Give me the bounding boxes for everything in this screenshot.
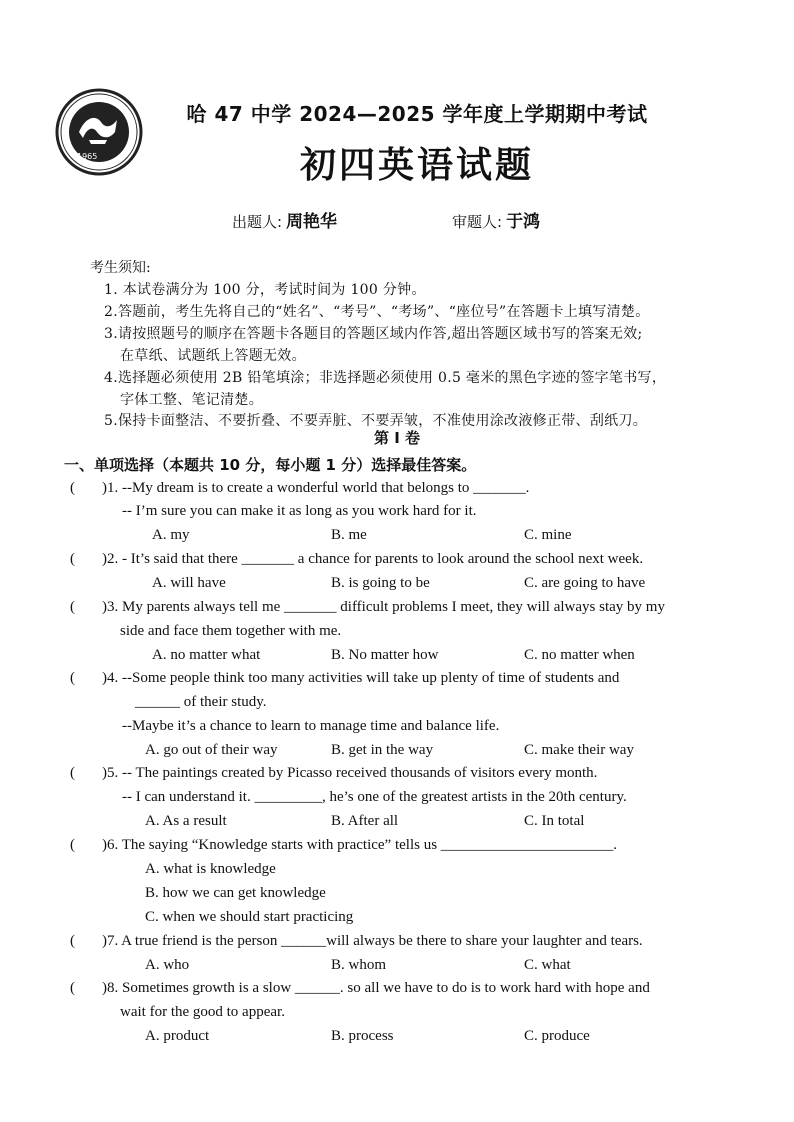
question-text: )2. - It’s said that there _______ a chance for parents to look around the school next week. [102, 551, 644, 567]
option: B. get in the way [331, 742, 434, 758]
author [232, 207, 337, 232]
notice-item: 3.请按照题号的顺序在答题卡各题目的答题区域内作答,超出答题区域书写的答案无效; [104, 326, 643, 342]
part-heading: 一、单项选择（本题共 10 分，每小题 1 分）选择最佳答案。 [64, 456, 477, 474]
question-text: --Maybe it’s a chance to learn to manage time and balance life. [122, 718, 500, 734]
question-text: ______ of their study. [135, 694, 267, 710]
question-text: -- I can understand it. _________, he’s one of the greatest artists in the 20th century. [122, 789, 627, 805]
question-text: )6. The saying “Knowledge starts with practice” tells us _______________________. [102, 837, 618, 853]
notice-item: 4.选择题必须使用 2B 铅笔填涂；非选择题必须使用 0.5 毫米的黑色字迹的签字笔书写， [104, 370, 667, 386]
answer-paren: ( [70, 837, 75, 853]
option: A. As a result [145, 813, 227, 829]
answer-paren: ( [70, 933, 75, 949]
question-text: wait for the good to appear. [120, 1004, 285, 1020]
notice-heading: 考生须知: [90, 260, 151, 276]
answer-paren: ( [70, 670, 75, 686]
option: A. who [145, 957, 190, 973]
option: A. what is knowledge [145, 861, 276, 877]
option: C. make their way [524, 742, 634, 758]
option: A. go out of their way [145, 742, 278, 758]
notice-item: 2.答题前，考生先将自己的“姓名”、“考号”、“考场”、“座位号”在答题卡上填写清楚。 [104, 304, 650, 320]
question-text: side and face them together with me. [120, 623, 342, 639]
option: A. my [152, 527, 190, 543]
option: B. After all [331, 813, 399, 829]
notice-item: 在草纸、试题纸上答题无效。 [120, 348, 306, 364]
option: C. In total [524, 813, 585, 829]
reviewer [452, 207, 540, 232]
option: C. produce [524, 1028, 590, 1044]
question-text: )4. --Some people think too many activities will take up plenty of time of students and [102, 670, 620, 686]
option: C. mine [524, 527, 572, 543]
option: B. No matter how [331, 647, 439, 663]
exam-title: 哈 47 中学 2024—2025 学年度上学期期中考试 [186, 102, 648, 126]
option: C. what [524, 957, 571, 973]
option: B. whom [331, 957, 387, 973]
question-text: )7. A true friend is the person ______will always be there to share your laughter and tears. [102, 933, 643, 949]
option: C. no matter when [524, 647, 635, 663]
logo-year: 1965 [77, 152, 98, 161]
notice-item: 字体工整、笔记清楚。 [120, 392, 263, 408]
answer-paren: ( [70, 551, 75, 567]
option: A. will have [152, 575, 226, 591]
answer-paren: ( [70, 980, 75, 996]
option: A. no matter what [152, 647, 261, 663]
section-label: 第 I 卷 [373, 429, 421, 447]
option: B. how we can get knowledge [145, 885, 326, 901]
reviewer-label: 审题人: [452, 213, 503, 231]
question-text: )8. Sometimes growth is a slow ______. so all we have to do is to work hard with hope and [102, 980, 650, 996]
option: B. me [331, 527, 367, 543]
option: A. product [145, 1028, 210, 1044]
option: B. process [331, 1028, 394, 1044]
question-text: )5. -- The paintings created by Picasso received thousands of visitors every month. [102, 765, 598, 781]
author-label: 出题人: [232, 213, 283, 231]
author-name: 周艳华 [286, 212, 338, 232]
answer-paren: ( [70, 599, 75, 615]
notice-item: 5.保持卡面整洁、不要折叠、不要弄脏、不要弄皱，不准使用涂改液修正带、刮纸刀。 [104, 413, 648, 429]
notice-item: 1. 本试卷满分为 100 分，考试时间为 100 分钟。 [104, 282, 426, 298]
question-text: )3. My parents always tell me _______ difficult problems I meet, they will always stay by my [102, 599, 665, 615]
answer-paren: ( [70, 480, 75, 496]
option: C. are going to have [524, 575, 646, 591]
option: C. when we should start practicing [145, 909, 354, 925]
exam-subtitle: 初四英语试题 [299, 145, 534, 186]
reviewer-name: 于鸿 [506, 212, 541, 232]
answer-paren: ( [70, 765, 75, 781]
question-text: -- I’m sure you can make it as long as you work hard for it. [122, 503, 477, 519]
question-text: )1. --My dream is to create a wonderful world that belongs to _______. [102, 480, 530, 496]
option: B. is going to be [331, 575, 430, 591]
